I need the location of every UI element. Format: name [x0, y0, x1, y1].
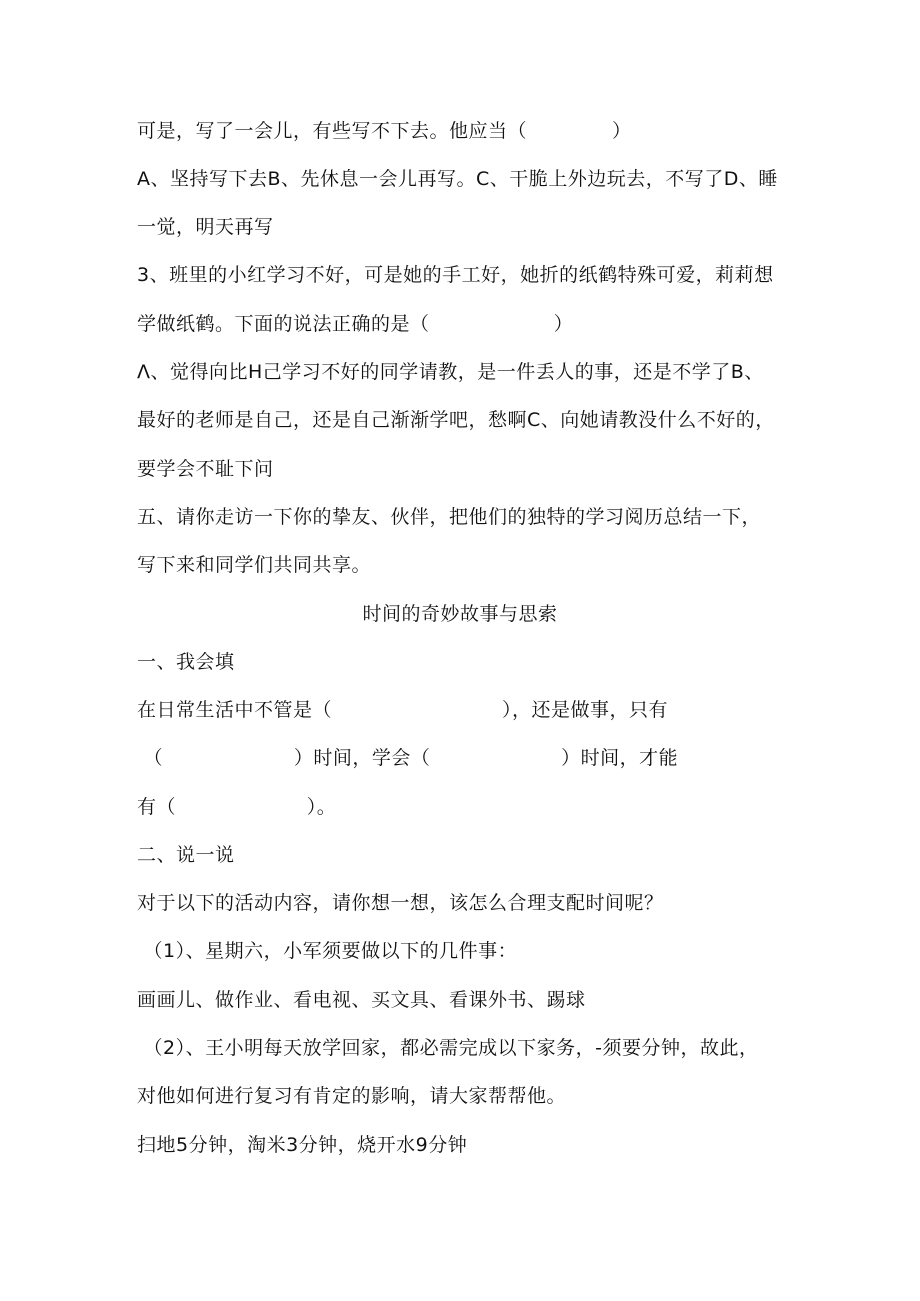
- section-heading: 二、说一说: [137, 844, 235, 866]
- text-line: A、坚持写下去B、先休息一会儿再写。C、干脆上外边玩去，不写了D、睡: [137, 168, 778, 190]
- text-line: 在日常生活中不管是（ ），还是做事，只有: [137, 699, 669, 721]
- text-line: 对于以下的活动内容，请你想一想，该怎么合理支配时间呢？: [137, 892, 664, 914]
- text-line: 画画儿、做作业、看电视、买文具、看课外书、踢球: [137, 989, 586, 1011]
- text-line: （ ）时间，学会（ ）时间，才能: [137, 747, 679, 769]
- text-line: （2）、王小明每天放学回家，都必需完成以下家务，-须要分钟，故此，: [137, 1037, 759, 1059]
- text-line: 要学会不耻下问: [137, 458, 274, 480]
- section-title: 时间的奇妙故事与思索: [362, 603, 558, 625]
- text-line: （1）、星期六，小军须要做以下的几件事：: [137, 940, 518, 962]
- text-line: 有（ ）。: [137, 796, 337, 818]
- text-line: 对他如何进行复习有肯定的影响，请大家帮帮他。: [137, 1085, 567, 1107]
- section-heading: 一、我会填: [137, 651, 235, 673]
- text-line: 3、班里的小红学习不好，可是她的手工好，她折的纸鹤特殊可爱，莉莉想: [137, 264, 774, 286]
- text-line: 写下来和同学们共同共享。: [137, 554, 372, 576]
- text-line: 可是，写了一会儿，有些写不下去。他应当（ ）: [137, 120, 632, 142]
- text-line: 一觉，明天再写: [137, 216, 274, 238]
- text-line: 学做纸鹤。下面的说法正确的是（ ）: [137, 313, 574, 335]
- text-line: 扫地5分钟，淘米3分钟，烧开水9分钟: [137, 1134, 468, 1156]
- text-line: Λ、觉得向比H己学习不好的同学请教，是一件丢人的事，还是不学了B、: [137, 361, 764, 383]
- text-line: 最好的老师是自己，还是自己渐渐学吧，愁啊C、向她请教没什么不好的，: [137, 409, 775, 431]
- text-line: 五、请你走访一下你的挚友、伙伴，把他们的独特的学习阅历总结一下，: [137, 506, 762, 528]
